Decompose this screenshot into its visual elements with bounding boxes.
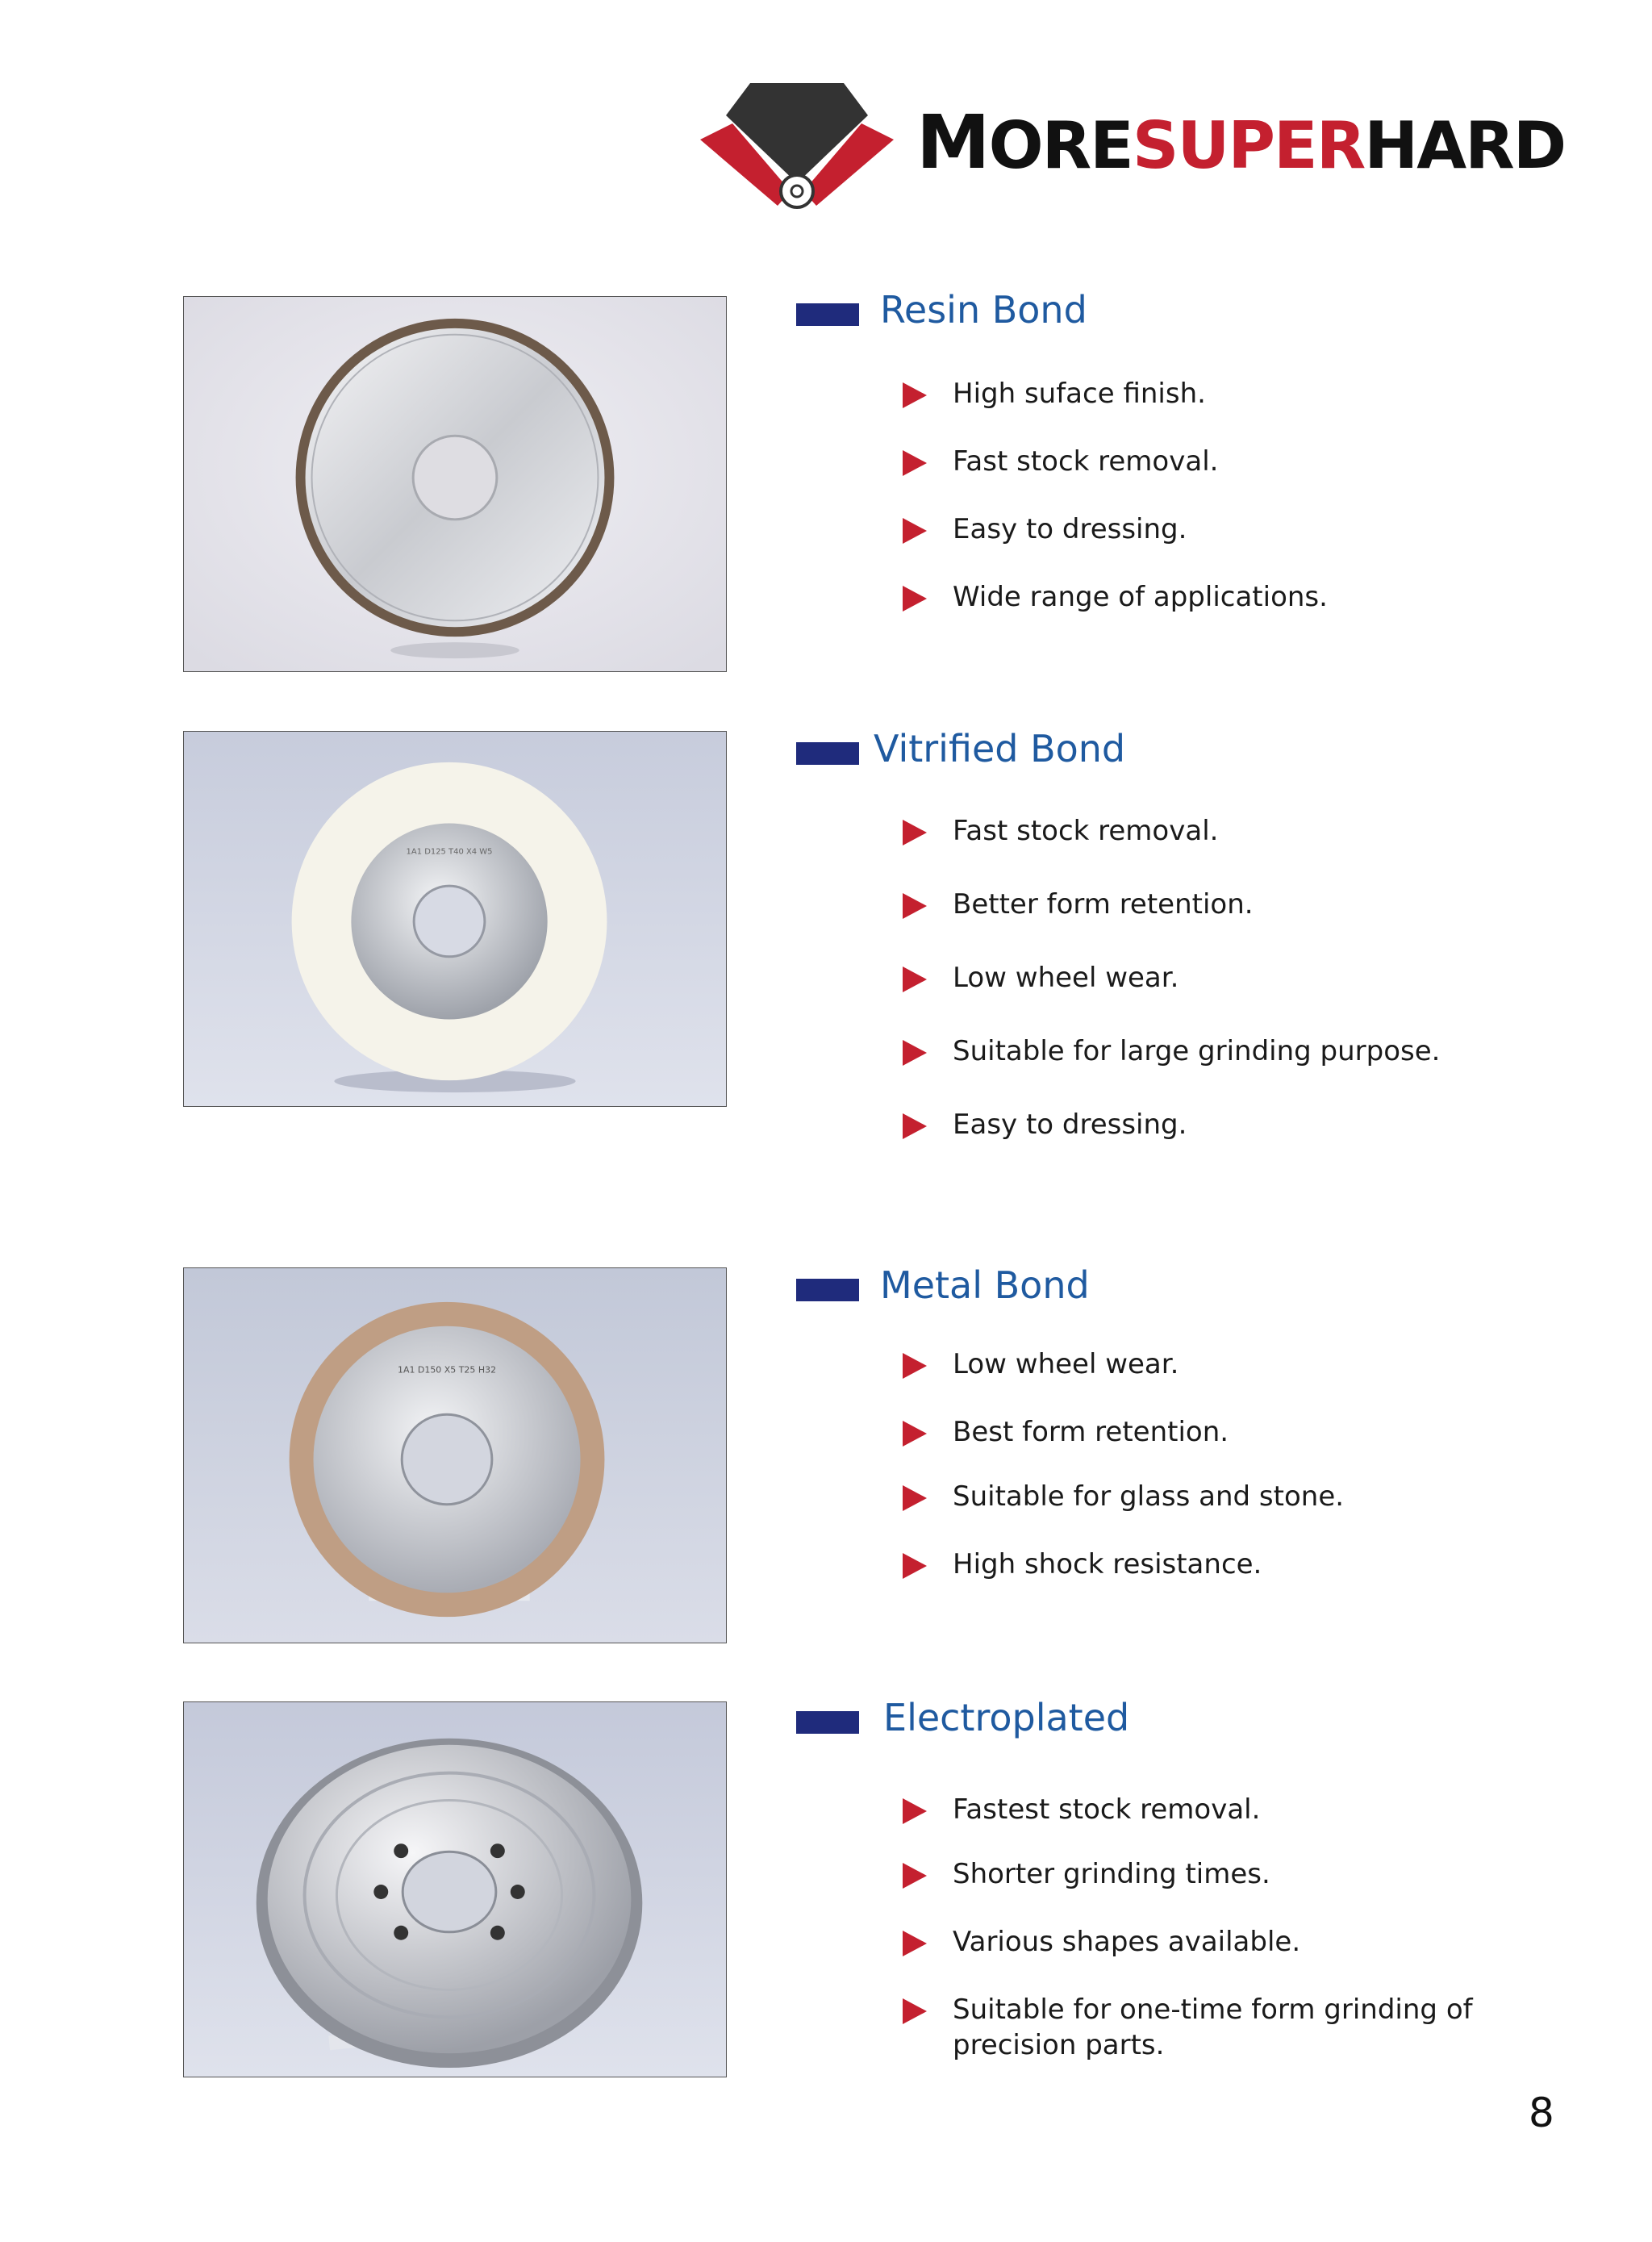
electroplated-wheel-photo: [183, 1701, 727, 2077]
section-heading: Metal Bond: [880, 1263, 1090, 1307]
resin-bond-section: Resin Bond High suface finish. Fast stock removal. Easy to dressing. Wide range of applications.: [796, 286, 1603, 334]
brand-super: SUPER: [1132, 108, 1365, 183]
brand-more-m: M: [916, 99, 989, 186]
vitrified-bond-wheel-photo: [183, 731, 727, 1107]
metal-bond-section: Metal Bond Low wheel wear. Best form retention. Suitable for glass and stone. High shock resistance.: [796, 1261, 1603, 1309]
section-heading: Vitrified Bond: [874, 727, 1126, 770]
triangle-bullet-icon: [903, 1863, 927, 1889]
section-marker: [796, 742, 859, 765]
triangle-bullet-icon: [903, 1040, 927, 1066]
triangle-bullet-icon: [903, 518, 927, 544]
page-number: 8: [1529, 2090, 1554, 2136]
triangle-bullet-icon: [903, 586, 927, 612]
triangle-bullet-icon: [903, 1353, 927, 1379]
section-heading: Electroplated: [883, 1696, 1130, 1739]
vitrified-bond-section: Vitrified Bond Fast stock removal. Better form retention. Low wheel wear. Suitable for large grinding purpose. Easy to dressing.: [796, 724, 1603, 773]
diamond-logo-icon: [700, 77, 894, 214]
triangle-bullet-icon: [903, 893, 927, 919]
triangle-bullet-icon: [903, 1113, 927, 1139]
triangle-bullet-icon: [903, 1553, 927, 1579]
triangle-bullet-icon: [903, 1998, 927, 2024]
triangle-bullet-icon: [903, 967, 927, 992]
brand-hard: HARD: [1364, 108, 1566, 183]
svg-text:1A1 D125 T40 X4 W5: 1A1 D125 T40 X4 W5: [406, 847, 493, 857]
triangle-bullet-icon: [903, 1421, 927, 1447]
resin-bond-wheel-photo: [183, 296, 727, 672]
triangle-bullet-icon: [903, 450, 927, 476]
section-heading: Resin Bond: [880, 288, 1087, 332]
brand-logo: [700, 77, 1571, 214]
brand-wordmark: [916, 99, 1566, 186]
svg-text:1A1 D150 X5 T25 H32: 1A1 D150 X5 T25 H32: [397, 1364, 497, 1376]
triangle-bullet-icon: [903, 1931, 927, 1956]
triangle-bullet-icon: [903, 382, 927, 408]
section-marker: [796, 303, 859, 326]
triangle-bullet-icon: [903, 1485, 927, 1511]
electroplated-section: Electroplated Fastest stock removal. Shorter grinding times. Various shapes available. Suitable for one-time form grinding of precision parts.: [796, 1693, 1603, 1742]
section-marker: [796, 1279, 859, 1301]
brand-more-rest: ORE: [988, 108, 1133, 183]
metal-bond-wheel-photo: [183, 1267, 727, 1643]
section-marker: [796, 1711, 859, 1734]
triangle-bullet-icon: [903, 1798, 927, 1824]
triangle-bullet-icon: [903, 820, 927, 845]
